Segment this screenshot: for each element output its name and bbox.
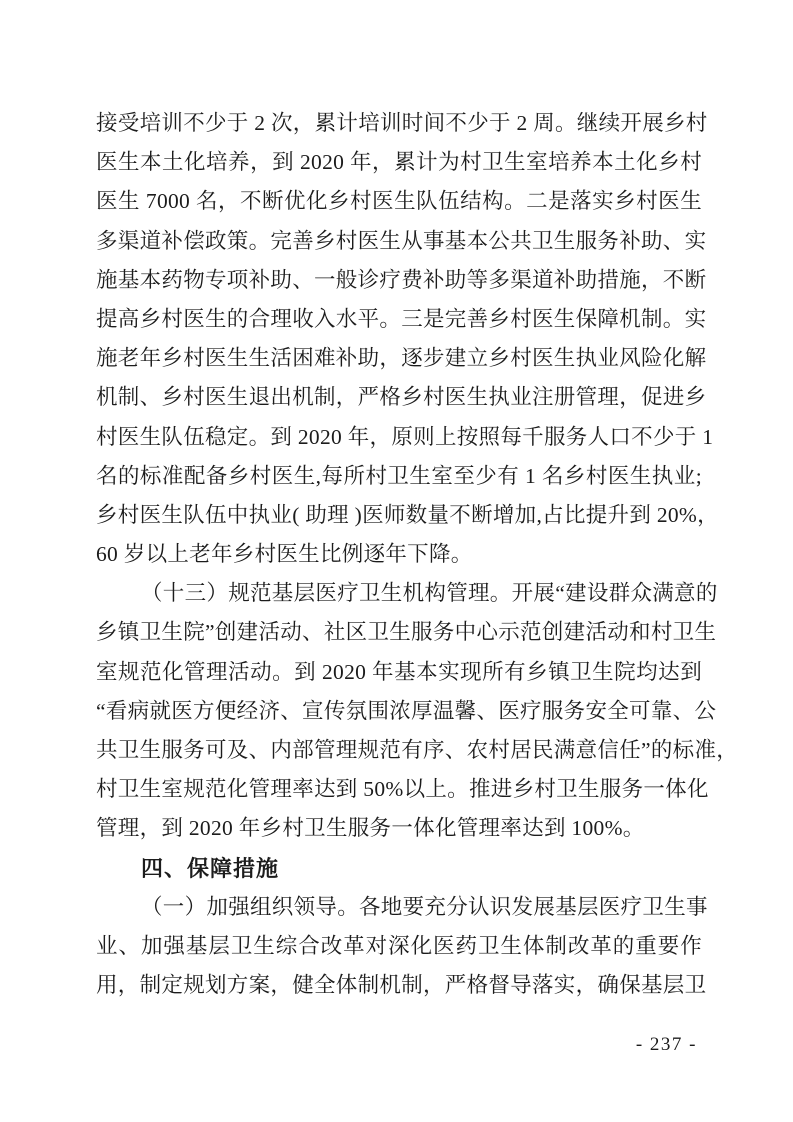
text-line: 施老年乡村医生生活困难补助，逐步建立乡村医生执业风险化解 xyxy=(96,346,707,371)
text-line: （一）加强组织领导。各地要充分认识发展基层医疗卫生事 xyxy=(141,894,708,919)
text-line: 业、加强基层卫生综合改革对深化医药卫生体制改革的重要作 xyxy=(96,933,702,958)
text-line: 60 岁以上老年乡村医生比例逐年下降。 xyxy=(96,542,473,567)
text-line: 村医生队伍稳定。到 2020 年，原则上按照每千服务人口不少于 1 xyxy=(96,424,714,449)
document-lines xyxy=(96,104,739,1005)
text-line: （十三）规范基层医疗卫生机构管理。开展“建设群众满意的 xyxy=(141,581,718,606)
text-line: 医生本土化培养，到 2020 年，累计为村卫生室培养本土化乡村 xyxy=(96,150,702,175)
text-line: 管理，到 2020 年乡村卫生服务一体化管理率达到 100%。 xyxy=(96,816,645,841)
text-line: 村卫生室规范化管理率达到 50%以上。推进乡村卫生服务一体化 xyxy=(96,777,709,802)
text-line: 乡村医生队伍中执业( 助理 )医师数量不断增加,占比提升到 20%， xyxy=(96,502,719,527)
section-heading: 四、保障措施 xyxy=(141,855,280,881)
text-line: 医生 7000 名，不断优化乡村医生队伍结构。二是落实乡村医生 xyxy=(96,189,702,214)
page-number: - 237 - xyxy=(635,1034,697,1055)
text-line: 室规范化管理活动。到 2020 年基本实现所有乡镇卫生院均达到 xyxy=(96,659,702,684)
text-line: 机制、乡村医生退出机制，严格乡村医生执业注册管理，促进乡 xyxy=(96,385,707,410)
text-line: 乡镇卫生院”创建活动、社区卫生服务中心示范创建活动和村卫生 xyxy=(96,620,717,645)
text-line: 用，制定规划方案，健全体制机制，严格督导落实，确保基层卫 xyxy=(96,973,707,998)
text-line: 共卫生服务可及、内部管理规范有序、农村居民满意信任”的标准， xyxy=(96,738,739,762)
text-line: “看病就医方便经济、宣传氛围浓厚温馨、医疗服务安全可靠、公 xyxy=(96,698,717,723)
text-line: 名的标准配备乡村医生,每所村卫生室至少有 1 名乡村医生执业; xyxy=(96,463,702,488)
text-line: 多渠道补偿政策。完善乡村医生从事基本公共卫生服务补助、实 xyxy=(96,228,707,253)
text-line: 接受培训不少于 2 次，累计培训时间不少于 2 周。继续开展乡村 xyxy=(96,111,708,135)
text-line: 提高乡村医生的合理收入水平。三是完善乡村医生保障机制。实 xyxy=(96,306,707,331)
text-line: 施基本药物专项补助、一般诊疗费补助等多渠道补助措施，不断 xyxy=(96,267,707,292)
